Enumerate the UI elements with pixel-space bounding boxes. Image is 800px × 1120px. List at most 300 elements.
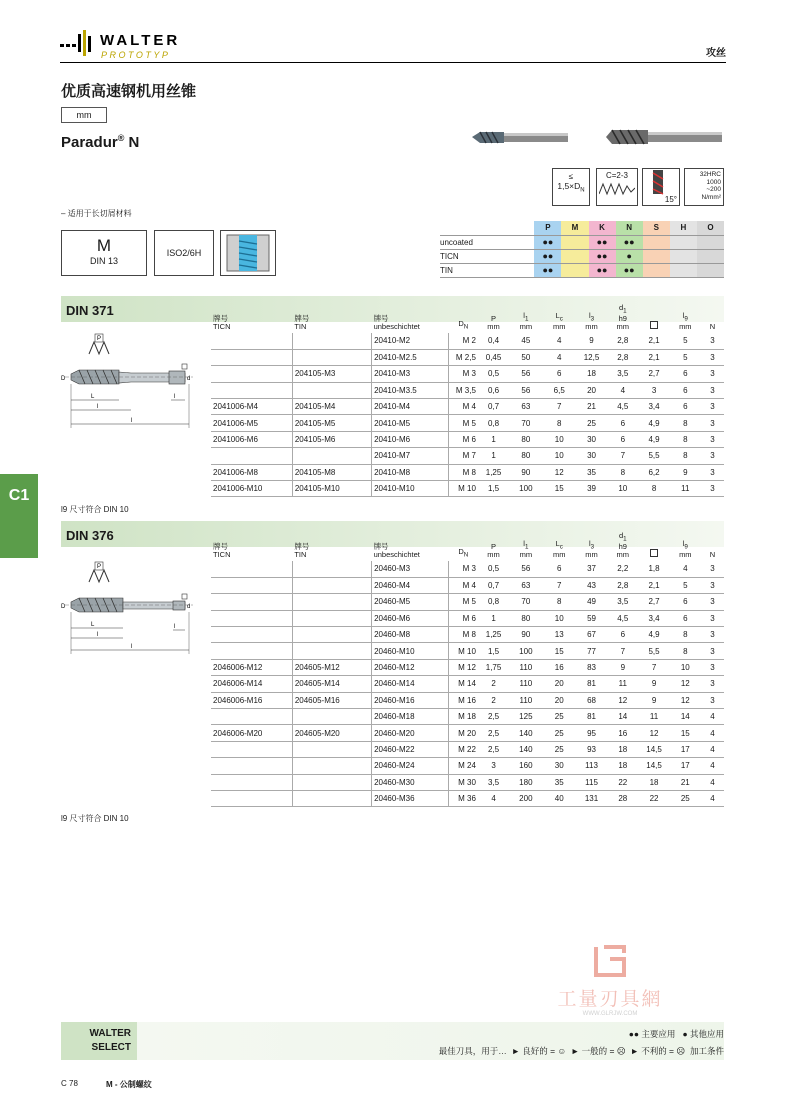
table-cell[interactable]: 20460-M24: [372, 758, 449, 774]
table-cell: [211, 790, 292, 806]
table-cell[interactable]: 20460-M4: [372, 577, 449, 593]
table-cell: 3: [701, 594, 724, 610]
table-cell[interactable]: 204105-M4: [292, 399, 371, 415]
table-cell[interactable]: 20410-M5: [372, 415, 449, 431]
table-cell: 95: [576, 725, 607, 741]
table-cell: [292, 774, 371, 790]
material-rating-cell: ●●: [534, 249, 561, 263]
table-cell: 3: [701, 333, 724, 349]
table-cell: 3,5: [607, 594, 638, 610]
table-cell: 9: [607, 659, 638, 675]
table-cell: 67: [576, 627, 607, 643]
material-rating-cell: [670, 235, 697, 249]
table-cell: 63: [509, 399, 542, 415]
table-cell: 6: [670, 366, 701, 382]
table-cell: 39: [576, 481, 607, 497]
table-cell[interactable]: 2046006-M20: [211, 725, 292, 741]
material-rating-cell: [670, 263, 697, 277]
table-cell: 9: [638, 676, 669, 692]
table-cell: 9: [670, 464, 701, 480]
table-cell: 21: [576, 399, 607, 415]
table-cell: 3: [701, 676, 724, 692]
table-cell: 4: [701, 774, 724, 790]
table-cell: 9: [638, 692, 669, 708]
table-cell[interactable]: 20460-M3: [372, 561, 449, 577]
table-cell: [292, 382, 371, 398]
table-cell: 8: [670, 627, 701, 643]
material-group-p: P: [534, 221, 561, 235]
table-cell: 6: [670, 610, 701, 626]
table-cell: 3: [701, 382, 724, 398]
col-uncoated: 牌号 unbeschichtet: [373, 542, 420, 559]
table-cell: 9: [576, 333, 607, 349]
table-cell: 180: [509, 774, 542, 790]
table-cell: 3: [701, 643, 724, 659]
table-cell: 0,45: [478, 349, 509, 365]
table-cell: 3: [701, 349, 724, 365]
table-cell: 2: [478, 676, 509, 692]
table-cell: 8: [670, 415, 701, 431]
table-row: [211, 464, 724, 480]
svg-text:d: d: [187, 376, 191, 382]
table-cell: 4,9: [638, 431, 669, 447]
table-cell: 131: [576, 790, 607, 806]
table-cell: 2,8: [607, 577, 638, 593]
brand-sub: PROTOTYP: [101, 50, 171, 60]
table-cell: 12: [670, 692, 701, 708]
table-cell: 11: [670, 481, 701, 497]
table-cell: 7: [638, 659, 669, 675]
square-drive-icon: [650, 321, 658, 329]
table-cell[interactable]: 20410-M3.5: [372, 382, 449, 398]
table-cell: 6: [670, 594, 701, 610]
table-cell: 200: [509, 790, 542, 806]
table-cell: 3,5: [607, 366, 638, 382]
table-cell[interactable]: 204605-M12: [292, 659, 371, 675]
col-l1: $l_1$ mm: [519, 538, 533, 559]
table-cell[interactable]: 20460-M16: [372, 692, 449, 708]
table-cell: 3: [478, 758, 509, 774]
table-cell: M 24: [449, 758, 478, 774]
table-cell: [292, 561, 371, 577]
table-cell: M 6: [449, 431, 478, 447]
table-cell: 2,7: [638, 594, 669, 610]
table-cell: 25: [543, 741, 576, 757]
table-cell: 20: [576, 382, 607, 398]
table-cell: 68: [576, 692, 607, 708]
table-cell: 4,5: [607, 399, 638, 415]
material-rating-cell: [697, 249, 724, 263]
watermark-url: WWW.GLRJW.COM: [582, 1011, 638, 1017]
table-cell: 56: [509, 561, 542, 577]
thread-hole-box: [220, 230, 276, 276]
table-cell: 8: [670, 448, 701, 464]
table-cell[interactable]: 2041006-M8: [211, 464, 292, 480]
col-l9: $l_9$ mm: [679, 310, 692, 331]
svg-text:L: L: [91, 622, 95, 628]
table-cell: 3: [701, 431, 724, 447]
table-cell: 3: [701, 577, 724, 593]
table-cell: 25: [576, 415, 607, 431]
table-cell: M 8: [449, 627, 478, 643]
table-cell: 12: [670, 676, 701, 692]
material-group-h: H: [670, 221, 697, 235]
table-cell[interactable]: 20460-M10: [372, 643, 449, 659]
table-cell[interactable]: 20410-M10: [372, 481, 449, 497]
table-cell: [292, 594, 371, 610]
table-cell: 17: [670, 741, 701, 757]
table-cell: 6: [543, 561, 576, 577]
table-row: [211, 758, 724, 774]
material-rating-cell: [561, 235, 588, 249]
chamfer-icon: C=2-3: [596, 168, 638, 206]
table-cell[interactable]: 20410-M2.5: [372, 349, 449, 365]
table-cell: 80: [509, 431, 542, 447]
col-p: P mm: [487, 314, 500, 331]
din371-table: [211, 300, 724, 497]
header-divider: [60, 62, 726, 63]
table-cell: [211, 610, 292, 626]
table-cell: 35: [543, 774, 576, 790]
table-cell: 37: [576, 561, 607, 577]
table-cell: 22: [638, 790, 669, 806]
table-cell: 10: [543, 431, 576, 447]
page-title: 优质高速钢机用丝锥: [61, 83, 197, 100]
table-cell: 5: [670, 577, 701, 593]
chapter-tab[interactable]: C1: [0, 474, 38, 558]
table-cell: M 5: [449, 594, 478, 610]
table-cell: 115: [576, 774, 607, 790]
table-cell: 12: [638, 725, 669, 741]
table-cell: 70: [509, 415, 542, 431]
col-ticn: 牌号 TICN: [213, 542, 231, 559]
table-cell: [292, 709, 371, 725]
material-rating-cell: [643, 235, 670, 249]
table-cell[interactable]: 2046006-M16: [211, 692, 292, 708]
col-d1: $d_1$ h9 mm: [616, 302, 630, 331]
table-cell: [211, 627, 292, 643]
table-cell: 3: [701, 415, 724, 431]
table-cell: 81: [576, 676, 607, 692]
table-cell: 4: [701, 758, 724, 774]
table-cell: [292, 741, 371, 757]
material-rating-cell: [670, 249, 697, 263]
table-row: [211, 790, 724, 806]
table-cell[interactable]: 204105-M8: [292, 464, 371, 480]
table-cell[interactable]: 20460-M30: [372, 774, 449, 790]
table-cell: 21: [670, 774, 701, 790]
table-row: [211, 610, 724, 626]
table-cell: [292, 610, 371, 626]
table-row: [211, 659, 724, 675]
table-cell: 14: [670, 709, 701, 725]
table-cell[interactable]: 20410-M8: [372, 464, 449, 480]
table-cell: 10: [543, 448, 576, 464]
table-cell: 4,5: [607, 610, 638, 626]
table-cell: M 8: [449, 464, 478, 480]
table-cell: 5,5: [638, 643, 669, 659]
material-row: [440, 263, 724, 277]
table-cell: M 18: [449, 709, 478, 725]
section-label: 攻丝: [706, 48, 726, 59]
table-cell[interactable]: 20460-M12: [372, 659, 449, 675]
walter-logo: [60, 30, 200, 70]
col-dn: $D_N$: [458, 318, 469, 330]
table-cell[interactable]: 204605-M14: [292, 676, 371, 692]
table-cell: 11: [638, 709, 669, 725]
col-square: [638, 300, 669, 333]
table-cell: 3,4: [638, 610, 669, 626]
table-cell: M 3: [449, 366, 478, 382]
table-cell: 1,75: [478, 659, 509, 675]
table-cell: 2,7: [638, 366, 669, 382]
material-rating-cell: ●●: [616, 235, 643, 249]
material-group-n: N: [616, 221, 643, 235]
table-cell[interactable]: 20460-M5: [372, 594, 449, 610]
coating-label: TIN: [440, 263, 534, 277]
col-dn: $D_N$: [458, 546, 469, 558]
table-cell: 8: [543, 415, 576, 431]
table-row: [211, 577, 724, 593]
table-cell[interactable]: 20460-M6: [372, 610, 449, 626]
table-cell: 7: [543, 577, 576, 593]
table-cell: 110: [509, 692, 542, 708]
table-cell[interactable]: 20460-M14: [372, 676, 449, 692]
suitability-note: – 适用于长切屑材料: [61, 209, 132, 218]
table-cell[interactable]: 20460-M8: [372, 627, 449, 643]
table-cell: [292, 790, 371, 806]
table-cell: 1,25: [478, 627, 509, 643]
table-cell: [292, 577, 371, 593]
footer-legend: ●● 主要应用 ● 其他应用: [628, 1029, 724, 1039]
table-cell: 93: [576, 741, 607, 757]
table-cell: 17: [670, 758, 701, 774]
brand-name: WALTER: [100, 32, 181, 49]
table-cell[interactable]: 20410-M4: [372, 399, 449, 415]
table-cell: 15: [670, 725, 701, 741]
threaded-hole-icon: [223, 231, 273, 273]
table-cell: 18: [576, 366, 607, 382]
table-cell: M 2: [449, 333, 478, 349]
table-cell: [211, 643, 292, 659]
svg-text:P: P: [97, 336, 102, 342]
table-cell: 18: [607, 758, 638, 774]
table-cell: [292, 627, 371, 643]
table-cell[interactable]: 20460-M36: [372, 790, 449, 806]
col-uncoated: 牌号 unbeschichtet: [373, 314, 420, 331]
table-row: [211, 594, 724, 610]
table-cell: 50: [509, 349, 542, 365]
table-cell: 100: [509, 643, 542, 659]
table-cell: M 36: [449, 790, 478, 806]
table-cell: 15: [543, 481, 576, 497]
table-cell: 77: [576, 643, 607, 659]
table-cell[interactable]: 20460-M20: [372, 725, 449, 741]
table-cell: M 10: [449, 481, 478, 497]
table-cell[interactable]: 204605-M16: [292, 692, 371, 708]
table-cell: 140: [509, 741, 542, 757]
table-cell: 56: [509, 382, 542, 398]
table-cell: 10: [670, 659, 701, 675]
svg-text:D: D: [61, 604, 66, 610]
table-cell: 18: [607, 741, 638, 757]
tolerance-box: ISO2/6H: [154, 230, 214, 276]
table-cell: 0,4: [478, 333, 509, 349]
table-cell[interactable]: 20410-M3: [372, 366, 449, 382]
table-cell: M 7: [449, 448, 478, 464]
table-cell[interactable]: 20410-M2: [372, 333, 449, 349]
coating-label: uncoated: [440, 235, 534, 249]
table-cell: 1: [478, 431, 509, 447]
table-row: [211, 741, 724, 757]
table-cell: M 3: [449, 561, 478, 577]
din371-tap-drawing: [61, 332, 197, 432]
col-l3: $l_3$ mm: [585, 538, 598, 559]
table-cell: 2,8: [607, 333, 638, 349]
watermark: [540, 945, 680, 1015]
table-cell: 81: [576, 709, 607, 725]
table-cell[interactable]: 2046006-M12: [211, 659, 292, 675]
col-lc: $L_c$ mm: [552, 310, 566, 331]
table-cell[interactable]: 204105-M10: [292, 481, 371, 497]
col-square: [638, 524, 669, 561]
table-cell: 30: [576, 448, 607, 464]
material-header-blank: [440, 221, 534, 235]
table-cell: 30: [576, 431, 607, 447]
table-row: [211, 676, 724, 692]
table-cell[interactable]: 204105-M5: [292, 415, 371, 431]
table-cell[interactable]: 2041006-M10: [211, 481, 292, 497]
table-cell: 15: [543, 643, 576, 659]
col-tin: 牌号 TIN: [294, 542, 310, 559]
table-cell[interactable]: 20460-M22: [372, 741, 449, 757]
table-cell[interactable]: 20460-M18: [372, 709, 449, 725]
table-cell[interactable]: 20410-M6: [372, 431, 449, 447]
table-row: [211, 431, 724, 447]
table-cell: 3: [638, 382, 669, 398]
table-cell: 0,7: [478, 399, 509, 415]
table-row: [211, 399, 724, 415]
table-cell: M 14: [449, 676, 478, 692]
table-cell: 4: [701, 790, 724, 806]
table-cell: 3: [701, 627, 724, 643]
table-cell: 14,5: [638, 758, 669, 774]
table-cell: 2,2: [607, 561, 638, 577]
thread-standard-box: M DIN 13: [61, 230, 147, 276]
table-cell: 90: [509, 464, 542, 480]
table-cell: 56: [509, 366, 542, 382]
table-cell: 1,5: [478, 481, 509, 497]
table-cell[interactable]: 20410-M7: [372, 448, 449, 464]
table-cell: 16: [607, 725, 638, 741]
material-applicability-table: [440, 221, 724, 278]
table-cell: M 16: [449, 692, 478, 708]
col-l9: $l_9$ mm: [679, 538, 692, 559]
square-drive-icon: [650, 549, 658, 557]
table-cell: 28: [607, 790, 638, 806]
table-cell: 22: [607, 774, 638, 790]
material-group-s: S: [643, 221, 670, 235]
table-cell[interactable]: 2046006-M14: [211, 676, 292, 692]
table-cell: 2,5: [478, 741, 509, 757]
table-cell: [211, 366, 292, 382]
table-cell: 13: [543, 627, 576, 643]
table-cell[interactable]: 2041006-M6: [211, 431, 292, 447]
table-cell: M 2,5: [449, 349, 478, 365]
table-cell: 45: [509, 333, 542, 349]
table-cell: 80: [509, 610, 542, 626]
table-cell[interactable]: 204105-M3: [292, 366, 371, 382]
table-cell: 6: [607, 415, 638, 431]
table-cell: 3: [701, 399, 724, 415]
table-row: [211, 561, 724, 577]
table-cell: 10: [607, 481, 638, 497]
table-cell: [211, 709, 292, 725]
watermark-logo-icon: [590, 945, 630, 979]
table-cell[interactable]: 2041006-M5: [211, 415, 292, 431]
table-cell: 100: [509, 481, 542, 497]
din376-tap-drawing: [61, 560, 197, 660]
table-row: [211, 448, 724, 464]
tool-spiral-flute-image: [604, 124, 724, 150]
svg-text:l: l: [131, 418, 133, 424]
depth-icon: ≤ $1,5\times D_N$: [552, 168, 590, 206]
table-cell: 12: [543, 464, 576, 480]
material-rating-cell: ●●: [534, 235, 561, 249]
col-n: N: [709, 322, 716, 331]
watermark-text: 工量刃具網: [557, 989, 663, 1010]
table-cell: 2: [478, 692, 509, 708]
table-cell: 6: [607, 627, 638, 643]
svg-text:l: l: [174, 394, 176, 400]
table-cell: 3: [701, 366, 724, 382]
table-cell[interactable]: 204605-M20: [292, 725, 371, 741]
hardness-icon: 32HRC 1000 ~200 N/mm²: [684, 168, 724, 206]
table-cell: 5: [670, 333, 701, 349]
table-cell: [292, 333, 371, 349]
table-row: [211, 366, 724, 382]
table-cell: 3: [701, 481, 724, 497]
table-cell: [292, 448, 371, 464]
table-cell: 6: [670, 399, 701, 415]
material-rating-cell: [561, 263, 588, 277]
table-cell: 4: [701, 725, 724, 741]
page-number: C 78: [61, 1079, 78, 1088]
col-lc: $L_c$ mm: [552, 538, 566, 559]
table-cell: [211, 333, 292, 349]
table-cell: [211, 774, 292, 790]
material-rating-cell: ●●: [616, 263, 643, 277]
table-cell[interactable]: 204105-M6: [292, 431, 371, 447]
material-rating-cell: ●●: [589, 263, 616, 277]
table-cell: 8: [670, 643, 701, 659]
table-cell: M 5: [449, 415, 478, 431]
table-cell: 3: [701, 464, 724, 480]
table-cell: 80: [509, 448, 542, 464]
table-cell: 3: [701, 692, 724, 708]
table-cell[interactable]: 2041006-M4: [211, 399, 292, 415]
table-cell: 14: [607, 709, 638, 725]
table-cell: 8: [670, 431, 701, 447]
table-cell: M 3,5: [449, 382, 478, 398]
col-ticn: 牌号 TICN: [213, 314, 231, 331]
table-cell: 3,5: [478, 774, 509, 790]
table-cell: 125: [509, 709, 542, 725]
table-cell: 6,5: [543, 382, 576, 398]
table-cell: 83: [576, 659, 607, 675]
table-row: [211, 349, 724, 365]
table-cell: 10: [543, 610, 576, 626]
